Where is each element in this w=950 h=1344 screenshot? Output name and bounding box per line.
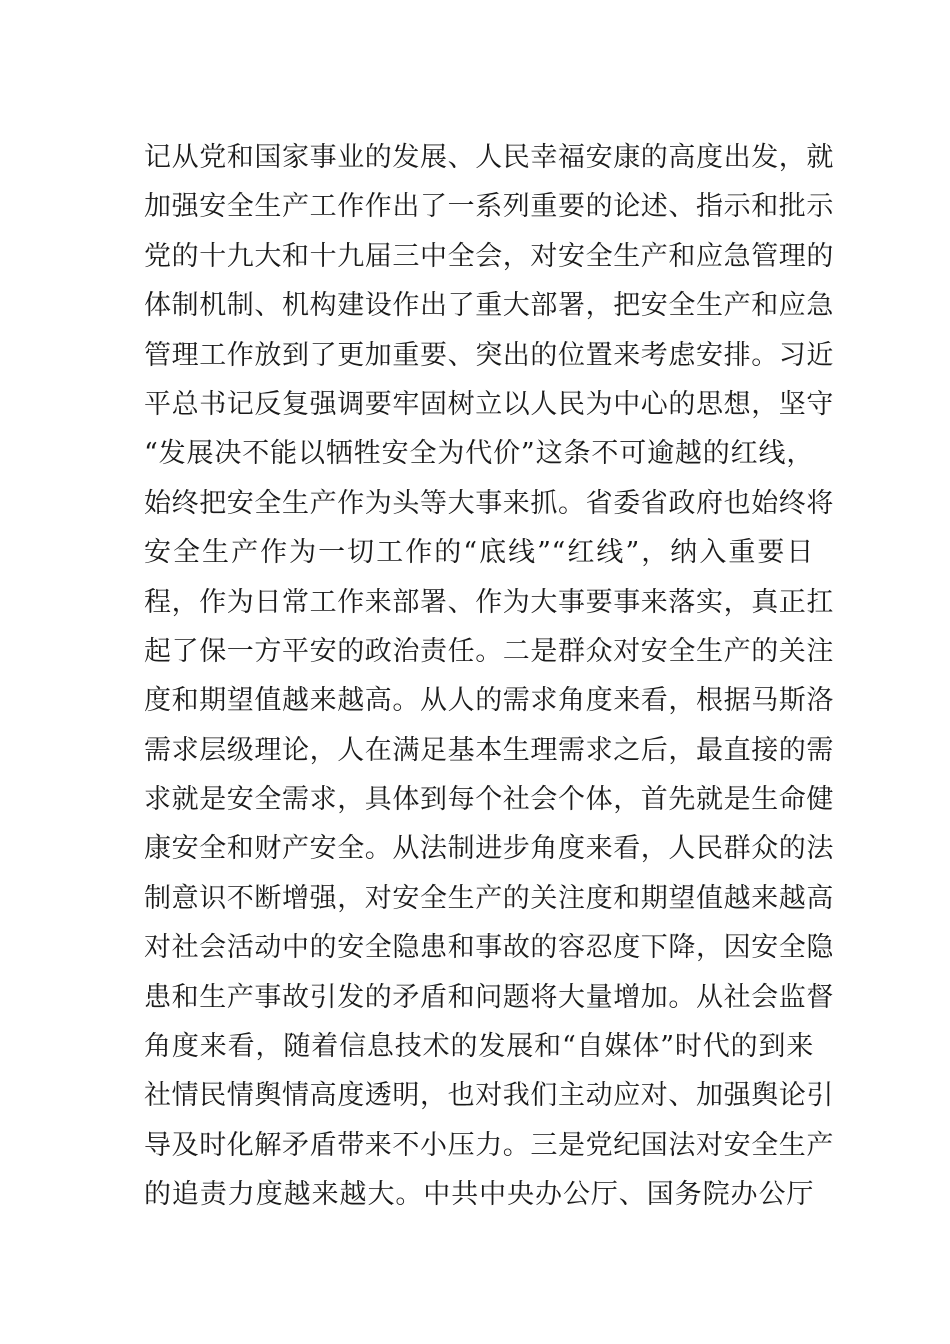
text-line: 党的十九大和十九届三中全会，对安全生产和应急管理的 [144, 240, 834, 272]
text-line: 导及时化解矛盾带来不小压力。三是党纪国法对安全生产 [144, 1129, 834, 1161]
text-line: 起了保一方平安的政治责任。二是群众对安全生产的关注 [144, 635, 834, 667]
text-line: 社情民情舆情高度透明，也对我们主动应对、加强舆论引 [144, 1080, 834, 1112]
text-line: 制意识不断增强，对安全生产的关注度和期望值越来越高 [144, 882, 834, 914]
text-line: 平总书记反复强调要牢固树立以人民为中心的思想，坚守 [144, 388, 834, 420]
text-line: 程，作为日常工作来部署、作为大事要事来落实，真正扛 [144, 586, 834, 618]
text-line: 安全生产作为一切工作的“底线”“红线”，纳入重要日 [144, 537, 814, 569]
text-line: “发展决不能以牺牲安全为代价”这条不可逾越的红线， [144, 438, 814, 470]
text-line: 体制机制、机构建设作出了重大部署，把安全生产和应急 [144, 290, 834, 322]
text-line: 需求层级理论，人在满足基本生理需求之后，最直接的需 [144, 734, 834, 766]
text-line: 角度来看，随着信息技术的发展和“自媒体”时代的到来 [144, 1031, 814, 1063]
text-line: 始终把安全生产作为头等大事来抓。省委省政府也始终将 [144, 487, 834, 519]
text-line: 加强安全生产工作作出了一系列重要的论述、指示和批示 [144, 191, 834, 223]
text-line: 患和生产事故引发的矛盾和问题将大量增加。从社会监督 [144, 981, 834, 1013]
text-line: 度和期望值越来越高。从人的需求角度来看，根据马斯洛 [144, 685, 834, 717]
text-line: 求就是安全需求，具体到每个社会个体，首先就是生命健 [144, 784, 834, 816]
text-line: 记从党和国家事业的发展、人民幸福安康的高度出发，就 [144, 142, 834, 173]
body-text [144, 133, 834, 1220]
text-line: 对社会活动中的安全隐患和事故的容忍度下降，因安全隐 [144, 932, 834, 964]
text-line: 管理工作放到了更加重要、突出的位置来考虑安排。习近 [144, 339, 834, 371]
text-line: 的追责力度越来越大。中共中央办公厅、国务院办公厅 [144, 1179, 814, 1211]
text-line: 康安全和财产安全。从法制进步角度来看，人民群众的法 [144, 833, 834, 865]
